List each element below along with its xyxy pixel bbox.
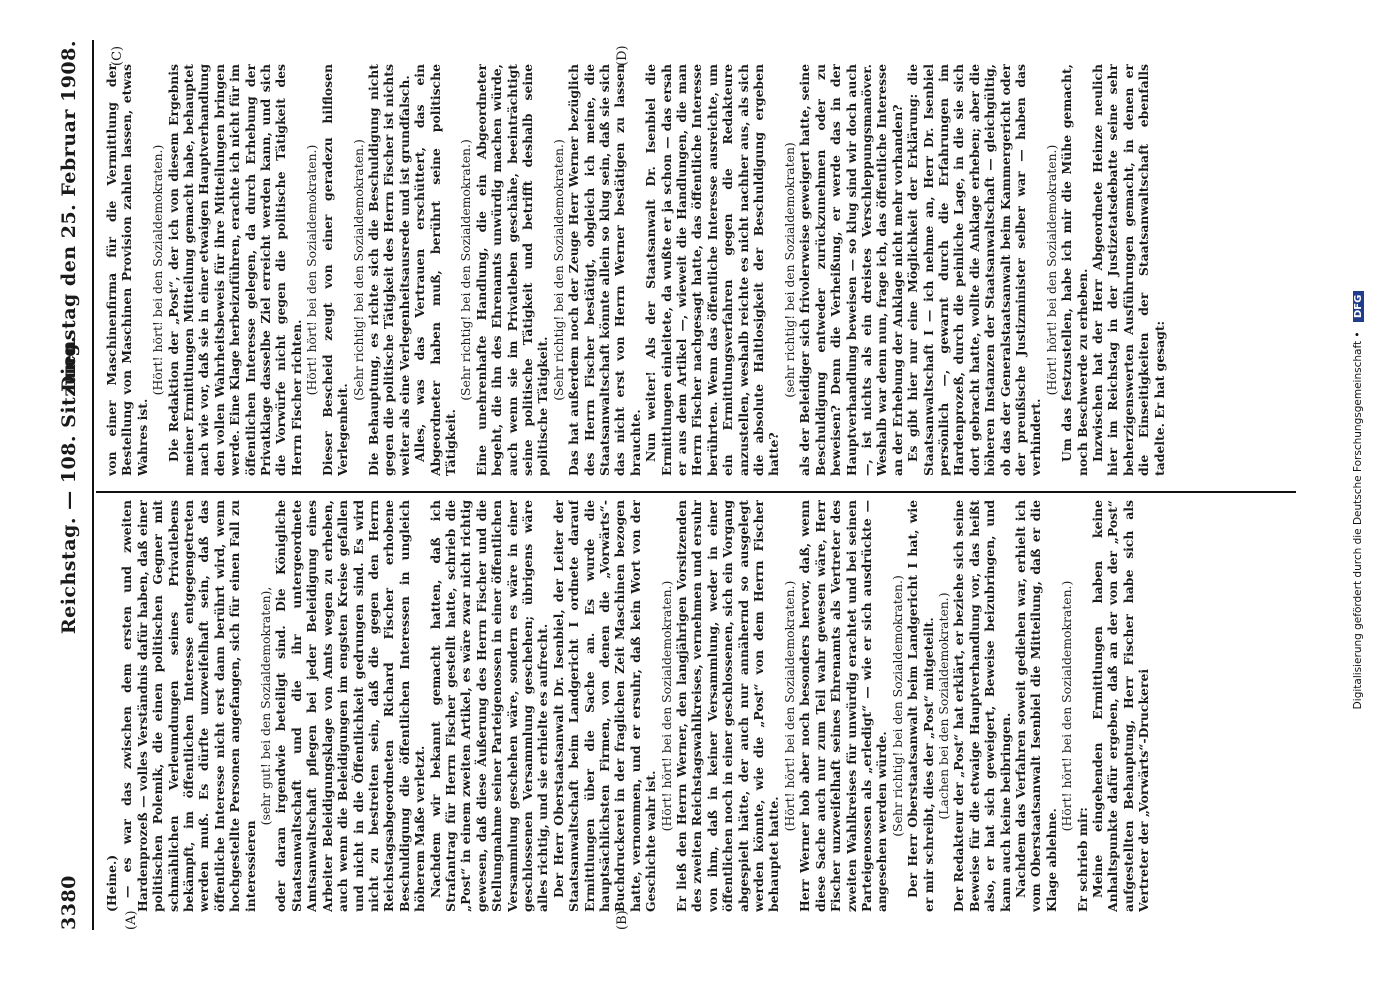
session-date: Dienstag den 25. Februar 1908. (58, 40, 80, 392)
paragraph: Nachdem wir bekannt gemacht hatten, daß ich Strafantrag für Herrn Fischer gestellt hatte, schrieb die „Post“ in einem zweiten Artikel, es wäre zwar nicht richtig gewesen, daß diese Äußerung des Herrn Fischer und die Stellungnahme seiner Parteigenossen in einer öffentlichen Versammlung geschehen wäre, sondern es wäre in einer geschlossenen Versammlung geschehen; übrigens wäre alles richtig, und sie erhielte es aufrecht. (427, 500, 551, 912)
page-header (58, 40, 88, 930)
paragraph: von einer Maschinenfirma für die Vermittlung der Bestellung von Maschinen Provision zahlen lassen, etwas Wahres ist. (104, 64, 150, 476)
right-text-column (104, 64, 1299, 476)
paragraph: Alles, was das Vertrauen erschüttert, das ein Abgeordneter haben muß, berührt seine politische Tätigkeit. (412, 64, 458, 476)
paragraph: Herr Werner hob aber noch besonders hervor, daß, wenn diese Sache auch nur zum Teil wahr gewesen wäre, Herr Fischer unzweifelhaft seines Ehrenamts als Vertreter des zweiten Wahlkreises für unwürdig erachtet und bei seinen Parteigenossen als „erledigt“ — wie er sich ausdrückte — angesehen werden würde. (797, 500, 890, 912)
paragraph: — es war das zwischen dem ersten und zweiten Hardenprozeß — volles Verständnis dafür haben, daß einer politischen Polemik, die einen politischen Gegner mit schmählichen Verleumdungen seines Privatlebens bekämpft, im öffentlichen Interesse entgegengetreten werden muß. Es dürfte unzweifelhaft sein, daß das öffentliche Interesse nicht erst dann berührt wird, wenn hochgestellte Personen angefangen, sich für einen Fall zu interessieren (119, 500, 258, 912)
interjection: (Lachen bei den Sozialdemokraten.) (935, 592, 951, 820)
interjection: (Hört! hört! bei den Sozialdemokraten.) (1043, 144, 1059, 396)
interjection: (Hört! hört! bei den Sozialdemokraten.) (781, 580, 797, 832)
paragraph: Nachdem das Verfahren soweit gediehen war, erhielt ich vom Oberstaatsanwalt Isenbiel die Mitteilung, daß er die Klage ablehne. (1012, 500, 1059, 912)
paragraph: oder daran irgendwie beteiligt sind. Die Königliche Staatsanwaltschaft und die ihr untergeordnete Amtsanwaltschaft pflegen bei jeder Beleidigung eines Arbeiter Beleidigungsklage von Amts wegen zu erheben, auch wenn die Beleidigungen im engsten Kreise gefallen und nicht in die Öffentlichkeit gedrungen sind. Es wird nicht zu bestreiten sein, daß die gegen den Herrn Reichstagsabgeordneten Richard Fischer erhobene Beschuldigung die öffentlichen Interessen in ungleich höherem Maße verletzt. (273, 500, 428, 912)
interjection: (Sehr richtig! bei den Sozialdemokraten.) (550, 139, 566, 401)
paragraph: Der Herr Oberstaatsanwalt beim Landgericht I hat, wie er mir schreibt, dies der „Post“ mitgeteilt. (905, 500, 936, 912)
column-divider (96, 491, 1296, 493)
paragraph: Das hat außerdem noch der Zeuge Herr Werner bezüglich des Herrn Fischer bestätigt, obgleich ich meine, die Staatsanwaltschaft könnte allein so klug sein, daß sie sich das nicht erst von Herrn Werner bestätigen zu lassen brauchte. (566, 64, 643, 476)
paragraph: Nun weiter! Als der Staatsanwalt Dr. Isenbiel die Ermittlungen einleitete, da wußte er ja schon — das ersah er aus dem Artikel —, wieweit die Handlungen, die man Herrn Fischer nachgesagt hatte, das öffentliche Interesse berührten. Wenn das öffentliche Interesse ausreichte, um ein Ermittlungsverfahren gegen die Redakteure anzustellen, weshalb reichte es nicht nachher aus, als sich die absolute Haltlosigkeit der Beschuldigung ergeben hatte? (643, 64, 782, 476)
paragraph: Meine eingehenden Ermittlungen haben keine Anhaltspunkte dafür ergeben, daß an der von der „Post“ aufgestellten Behauptung, Herr Fischer habe sich als Vertreter der „Vorwärts“-Druckerei (1090, 500, 1152, 912)
dfg-logo: DFG (1353, 291, 1364, 322)
paragraph: Er schrieb mir: (1074, 807, 1090, 912)
paragraph: Die Behauptung, es richte sich die Beschuldigung nicht gegen die politische Tätigkeit des Herrn Fischer ist nichts weiter als eine Verlegenheitsausrede und ist grundfalsch. (365, 64, 412, 476)
margin-marker-d: (D) (615, 45, 630, 66)
paragraph: Eine unehrenhafte Handlung, die ein Abgeordneter begeht, die ihn des Ehrenamts unwürdig machen würde, auch wenn sie im Privatleben geschähe, beeinträchtigt seine politische Tätigkeit und betrifft deshalb seine politische Tätigkeit. (473, 64, 551, 476)
paragraph: Es gibt hier nur eine Möglichkeit der Erklärung: die Staatsanwaltschaft I — ich nehme an, Herr Dr. Isenbiel persönlich —, gewarnt durch die Erfahrungen im Hardenprozeß, durch die peinliche Lage, in die sie sich dort gebracht hatte, wollte die Anklage erheben; aber die höheren Instanzen der Staatsanwaltschaft — gleichgültig, ob das der Generalstaatsanwalt beim Kammergericht oder der preußische Justizminister selber war — haben das verhindert. (905, 64, 1044, 476)
interjection: (Sehr richtig! bei den Sozialdemokraten.) (889, 575, 905, 837)
paragraph: Er ließ den Herrn Werner, den langjährigen Vorsitzenden des zweiten Reichstagswahlkreises, vernehmen und ersuhr von ihm, daß in keiner Versammlung, weder in einer öffentlichen noch in einer geschlossenen, sich ein Vorgang abgespielt hätte, der auch nur annähernd so ausgelegt werden könnte, wie die „Post“ von dem Herrn Fischer behauptet hatte. (674, 500, 782, 912)
margin-marker-a: (A) (124, 910, 139, 930)
paragraph: Inzwischen hat der Herr Abgeordnete Heinze neulich hier im Reichstag in der Justizetatsdebatte seine sehr beherzigenswerten Ausführungen gemacht, in denen er die Einseitigkeiten der Staatsanwaltschaft ebenfalls tadelte. Er hat gesagt: (1090, 64, 1167, 476)
page-number: 3380 (58, 875, 80, 930)
margin-marker-b: (B) (615, 910, 630, 930)
left-text-column (104, 500, 1299, 912)
interjection: (Sehr richtig! bei den Sozialdemokraten.) (350, 139, 366, 401)
margin-marker-c: (C) (110, 45, 125, 66)
interjection: (sehr richtig! bei den Sozialdemokraten) (781, 142, 797, 398)
interjection: (Hört! hört! bei den Sozialdemokraten.) (304, 144, 320, 396)
paragraph: (Heine.) (104, 854, 119, 912)
interjection: (sehr gut! bei den Sozialdemokraten), (258, 586, 274, 826)
paragraph: als der Beleidiger sich frivolerweise geweigert hatte, seine Beschuldigung entweder zurückzunehmen oder zu beweisen? Denn die Verheißung, er werde das in der Hauptverhandlung beweisen — so klug sind wir doch auch —, ist nichts als ein dreistes Verschleppungsmanöver. Weshalb war denn nun, frage ich, das öffentliche Interesse an der Erhebung der Anklage nicht mehr vorhanden? (797, 64, 905, 476)
paragraph: Dieser Bescheid zeugt von einer geradezu hilflosen Verlegenheit. (319, 64, 351, 476)
interjection: (Hört! hört! bei den Sozialdemokraten.) (658, 580, 674, 832)
paragraph: Um das festzustellen, habe ich mir die Mühe gemacht, noch Beschwerde zu erheben. (1059, 64, 1090, 476)
interjection: (Sehr richtig! bei den Sozialdemokraten.) (458, 139, 474, 401)
paragraph: Der Redakteur der „Post“ hat erklärt, er beziehe sich seine Beweise für die etwaige Hauptverhandlung vor, das heißt also, er hat sich geweigert, Beweise beizubringen, und kann auch keine beibringen. (951, 500, 1013, 912)
header-rule (92, 40, 94, 930)
paragraph: Der Herr Oberstaatsanwalt Dr. Isenbiel, der Leiter der Staatsanwaltschaft beim Landgericht I ordnete darauf Ermittlungen über die Sache an. Es wurde die hauptsächlichsten Firmen, von denen die „Vorwärts“-Buchdruckerei in der fraglichen Zeit Maschinen bezogen hatte, vernommen, und er ersuhr, daß kein Wort von der Geschichte wahr ist. (550, 500, 659, 912)
interjection: (Hört! hört! bei den Sozialdemokraten.) (150, 144, 166, 396)
footer-credit (1352, 0, 1364, 1000)
footer-text: Digitalisierung gefördert durch die Deutsche Forschungsgemeinschaft • (1352, 331, 1364, 710)
paragraph: Die Redaktion der „Post“, der ich von diesem Ergebnis meiner Ermittlungen Mitteilung gemacht habe, behauptet nach wie vor, daß sie in einer etwaigen Hauptverhandlung den vollen Wahrheitsbeweis für ihre Mitteilungen bringen werde. Eine Klage herbeizuführen, erachte ich nicht für im öffentlichen Interesse gelegen, da durch Erhebung der Privatklage dasselbe Ziel erreicht werden kann, und sich die Vorwürfe nicht gegen die politische Tätigkeit des Herrn Fischer richten. (165, 64, 304, 476)
session-title: Reichstag. — 108. Sitzung. (58, 335, 80, 635)
interjection: (Hört! hört! bei den Sozialdemokraten.) (1059, 580, 1075, 832)
